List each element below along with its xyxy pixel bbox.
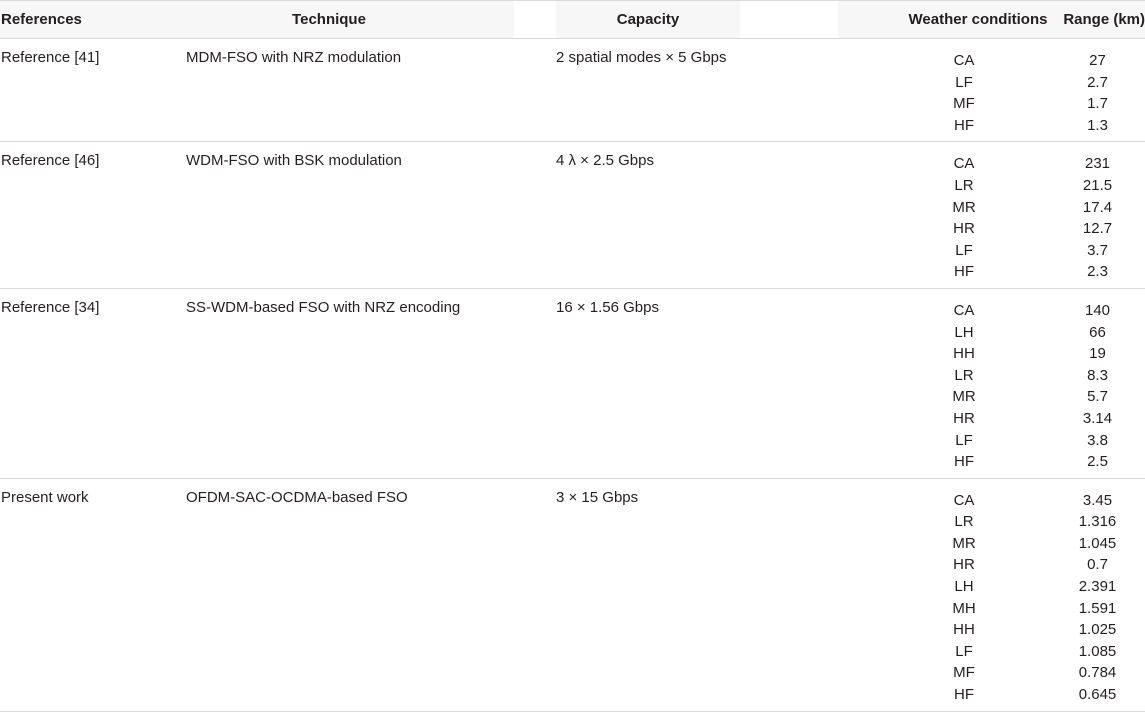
weather-condition: LR: [954, 366, 974, 384]
range-value: 1.025: [1078, 621, 1117, 639]
range-value: 1.045: [1078, 534, 1117, 552]
weather-condition: HF: [954, 116, 974, 134]
range-cell: [1020, 478, 1145, 711]
header-range: Range (km): [1020, 1, 1145, 39]
weather-condition: HR: [953, 409, 975, 427]
weather-condition: CA: [953, 52, 975, 69]
weather-condition: LF: [955, 241, 973, 259]
weather-condition: MR: [952, 198, 976, 216]
weather-condition: HR: [953, 556, 975, 574]
capacity-cell: 3 × 15 Gbps: [556, 488, 639, 506]
technique-cell: SS-WDM-based FSO with NRZ encoding: [186, 298, 461, 316]
technique-cell: MDM-FSO with NRZ modulation: [186, 49, 402, 66]
weather-condition: MR: [952, 534, 976, 552]
weather-condition: LF: [955, 431, 973, 449]
weather-condition: HF: [954, 453, 974, 471]
weather-condition: LR: [954, 176, 974, 194]
table-row: [0, 478, 1145, 711]
weather-condition: MH: [952, 599, 976, 617]
header-weather-conditions: Weather conditions: [838, 1, 1118, 39]
table-row: [0, 39, 1145, 142]
header-references: References: [0, 1, 186, 39]
weather-condition: HF: [954, 686, 974, 704]
weather-condition: MF: [953, 664, 975, 682]
technique-cell: WDM-FSO with BSK modulation: [186, 152, 402, 170]
range-value: 27: [1089, 52, 1106, 69]
table-row: [0, 288, 1145, 478]
table-body: [0, 39, 1145, 712]
range-value: 1.7: [1087, 95, 1108, 113]
weather-conditions-cell: [740, 142, 1020, 289]
header-capacity: Capacity: [556, 1, 740, 39]
weather-condition: CA: [953, 301, 975, 319]
range-value: 2.5: [1087, 453, 1108, 471]
header-row: [0, 1, 1145, 39]
weather-condition: LR: [954, 513, 974, 531]
weather-condition: HH: [953, 621, 975, 639]
range-value: 1.591: [1078, 599, 1117, 617]
range-value: 66: [1089, 323, 1106, 341]
range-value: 0.784: [1078, 664, 1117, 682]
range-value: 3.45: [1082, 491, 1113, 509]
table-row: [0, 142, 1145, 289]
range-value: 0.645: [1078, 686, 1117, 704]
range-value: 21.5: [1082, 176, 1113, 194]
range-value: 1.316: [1078, 513, 1117, 531]
reference-cell: Present work: [1, 488, 89, 506]
weather-condition: CA: [953, 155, 975, 173]
weather-conditions-cell: [740, 288, 1020, 478]
reference-cell: Reference [41]: [1, 49, 100, 66]
range-value: 231: [1084, 155, 1111, 173]
range-value: 1.085: [1078, 642, 1117, 660]
range-cell: [1020, 288, 1145, 478]
reference-cell: Reference [46]: [1, 152, 100, 170]
weather-condition: HR: [953, 220, 975, 238]
header-technique: Technique: [144, 1, 514, 39]
weather-condition: CA: [953, 491, 975, 509]
weather-conditions-cell: [740, 478, 1020, 711]
weather-condition: HH: [953, 345, 975, 363]
weather-condition: MF: [953, 95, 975, 113]
range-cell: [1020, 142, 1145, 289]
weather-condition: LH: [954, 578, 974, 596]
range-value: 0.7: [1087, 556, 1108, 574]
range-value: 5.7: [1087, 388, 1108, 406]
weather-condition: LH: [954, 323, 974, 341]
range-cell: [1020, 39, 1145, 142]
weather-condition: MR: [952, 388, 976, 406]
technique-cell: OFDM-SAC-OCDMA-based FSO: [186, 488, 408, 506]
capacity-cell: 4 λ × 2.5 Gbps: [556, 152, 654, 170]
capacity-cell: 2 spatial modes × 5 Gbps: [556, 49, 727, 66]
weather-condition: LF: [955, 73, 973, 91]
range-value: 12.7: [1082, 220, 1113, 238]
range-value: 140: [1084, 301, 1111, 319]
range-value: 2.7: [1087, 73, 1108, 91]
reference-cell: Reference [34]: [1, 298, 100, 316]
range-value: 8.3: [1087, 366, 1108, 384]
range-value: 1.3: [1087, 116, 1108, 134]
range-value: 3.8: [1087, 431, 1108, 449]
range-value: 3.7: [1087, 241, 1108, 259]
range-value: 2.3: [1087, 263, 1108, 281]
weather-condition: HF: [954, 263, 974, 281]
capacity-cell: 16 × 1.56 Gbps: [556, 298, 659, 316]
range-value: 17.4: [1082, 198, 1113, 216]
range-value: 3.14: [1082, 409, 1113, 427]
range-value: 2.391: [1078, 578, 1117, 596]
range-value: 19: [1089, 345, 1106, 363]
weather-condition: LF: [955, 642, 973, 660]
weather-conditions-cell: [740, 39, 1020, 142]
